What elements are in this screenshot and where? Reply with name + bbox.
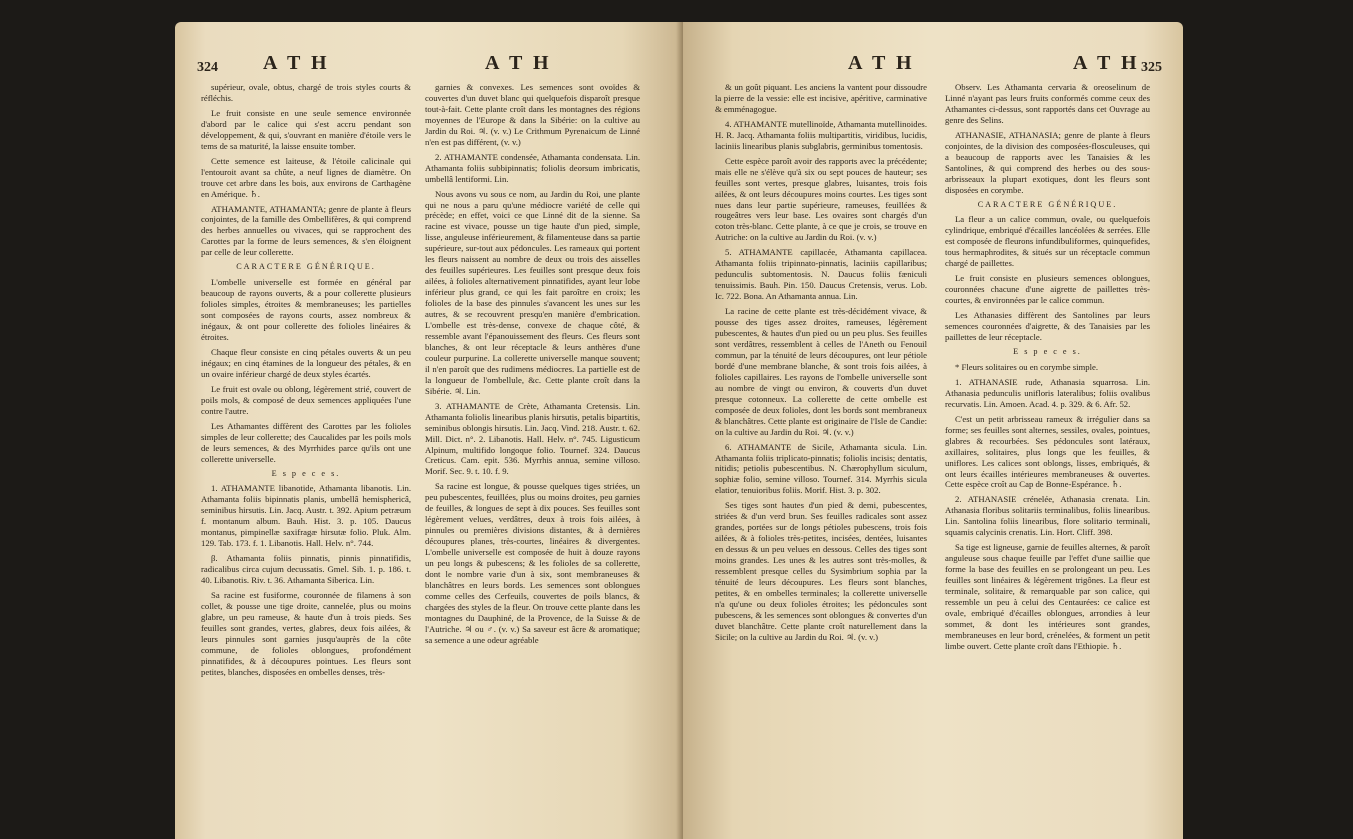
paragraph: Le fruit consiste en une seule semence environnée d'abord par le calice qui s'est accru pendant son développement, & qui, s'ouvrant en manière d'étoile vers le tems de sa maturité, la laisse ensuite tomber. <box>201 107 411 151</box>
running-header: A T H <box>485 52 552 74</box>
paragraph: supérieur, ovale, obtus, chargé de trois styles courts & réfléchis. <box>201 82 411 103</box>
text-column-right <box>945 82 1150 656</box>
paragraph: Cette semence est laiteuse, & l'étoile calicinale qui l'entouroit avant sa chûte, a neuf lignes de diamètre. On trouve cet arbre dans les bois, aux environs de Carthagène en Amérique. ♄. <box>201 155 411 199</box>
paragraph: Chaque fleur consiste en cinq pétales ouverts & un peu inégaux; en cinq étamines de la longueur des pétales, & en un ovaire inférieur chargé de deux styles écartés. <box>201 346 411 379</box>
paragraph: Les Athanasies diffèrent des Santolines par leurs semences couronnées d'aigrette, & des Tanaisies par les paillettes de leur réceptacle. <box>945 310 1150 343</box>
paragraph: ATHANASIE, ATHANASIA; genre de plante à fleurs conjointes, de la division des composées-flosculeuses, qui a beaucoup de rapports avec les Tanaisies & les Santolines, & qui comprend des herbes ou des sous-arbrisseaux la plupart exotiques, dont les fleurs sont disposées en corymbe. <box>945 129 1150 195</box>
paragraph: 2. ATHANASIE crénelée, Athanasia crenata. Lin. Athanasia floribus solitariis terminalibus, foliis linearibus. Lin. Santolina foliis linearibus, flore solitario terminali, squamis calycinis crenatis. Lin. Hort. Cliff. 398. <box>945 494 1150 538</box>
paragraph: 1. ATHAMANTE libanotide, Athamanta libanotis. Lin. Athamanta foliis bipinnatis planis, umbellâ hemisphericâ, seminibus hirsutis. Lin. Jacq. Austr. t. 392. Apium petræum f. montanum album. Bauh. Hist. 3. p. 105. Daucus montanus, pimpinellæ saxifragæ hirsutæ folio. Pluk. Alm. 129. Tab. 173. f. 1. Libanotis. Hall. Helv. n°. 744. <box>201 483 411 549</box>
paragraph: 4. ATHAMANTE mutellinoïde, Athamanta mutellinoides. H. R. Jacq. Athamanta foliis multipartitis, viridibus, lucidis, laciniis linearibus planis subglabris, germinibus tomentosis. <box>715 118 927 151</box>
text-column-right <box>425 82 640 650</box>
paragraph: L'ombelle universelle est formée en général par beaucoup de rayons ouverts, & a pour collerette plusieurs folioles simples, étroites & membraneuses; les partielles sont composées de rayons courts, assez nombreux & inégaux, & ont pour collerette des folioles linéaires & étroites. <box>201 277 411 343</box>
running-header: A T H <box>263 52 330 74</box>
text-column-left <box>201 82 411 682</box>
paragraph: La fleur a un calice commun, ovale, ou quelquefois cylindrique, embriqué d'écailles lancéolées & serrées. Elle est composée de fleurons infundibuliformes, quinquefides, tous hermaphrodites, & situés sur un réceptacle commun chargé de paillettes. <box>945 214 1150 269</box>
paragraph: Sa racine est longue, & pousse quelques tiges striées, un peu pubescentes, feuillées, plus ou moins droites, peu garnies de feuilles, & longues de sept à dix pouces. Ses feuilles sont légèrement velues, verdâtres, deux à trois fois ailées, à pinnules ou premières divisions distantes, & à dernières découpures planes, très-courtes, linéaires & divergentes. L'ombelle universelle est composée de huit à douze rayons un peu longs & pubescens; & les folioles de sa collerette, dont le nombre varie d'un à six, sont membraneuses & blanchâtres en leurs bords. Les semences sont oblongues comme celles des Cerfeuils, couvertes de poils blancs, & chargées des styles de la fleur. On trouve cette plante dans les montagnes du Dauphiné, de la Provence, de la Suisse & de l'Autriche. ♃ ou ♂. (v. v.) Sa saveur est âcre & aromatique; sa semence a une odeur agréable <box>425 481 640 645</box>
text-column-left <box>715 82 927 647</box>
paragraph: Le fruit est ovale ou oblong, légèrement strié, couvert de poils mols, & composé de deux semences appliquées l'une contre l'autre. <box>201 383 411 416</box>
paragraph: & un goût piquant. Les anciens la vantent pour dissoudre la pierre de la vessie: elle est incisive, apéritive, carminative & emménagogue. <box>715 82 927 114</box>
paragraph: Ses tiges sont hautes d'un pied & demi, pubescentes, striées & d'un verd brun. Ses feuilles radicales sont assez grandes, portées sur de longs pétioles pubescens, trois fois ailées, & à folioles très-petites, incisées, dentées, luisantes en dessus & un peu velues en dessous. Celles des tiges sont moins grandes. Les unes & les autres sont très-molles, & ressemblent presque celles du Sysimbrium sophia par la ténuité de leurs découpures. Les fleurs sont blanches, petites, & en ombelles terminales; la collerette universelle n'a qu'une ou deux folioles étroites; les pédoncules sont pubescens, & les semences sont oblongues & convertes d'un duvet blanchâtre. Cette plante croît naturellement dans la Sicile; on la cultive au Jardin du Roi. ♃. (v. v.) <box>715 500 927 642</box>
running-header: A T H <box>848 52 915 74</box>
paragraph: Sa racine est fusiforme, couronnée de filamens à son collet, & pousse une tige droite, cannelée, plus ou moins glabre, un peu rameuse, & haute d'un à trois pieds. Ses feuilles sont grandes, vertes, glabres, deux fois ailées, & leurs pinnules sont garnies jusqu'auprès de la côte commune, de folioles oblongues, profondément pinnatifides, & à découpures pointues. Les fleurs sont petites, blanches, disposées en ombelles denses, très- <box>201 590 411 677</box>
paragraph: Cette espèce paroît avoir des rapports avec la précédente; mais elle ne s'élève qu'à six ou sept pouces de hauteur; ses feuilles sont vertes, presque glabres, luisantes, trois fois ailées, & ont leurs découpures moins courtes. Les tiges sont nues dans leur partie supérieure, rameuses, feuillées & rougeâtres vers leur base. Les ovaires sont chargés d'un coton très-blanc. Cette plante, à ce que je crois, se trouve en Autriche: on la cultive au Jardin du Roi. (v. v.) <box>715 155 927 243</box>
paragraph: 6. ATHAMANTE de Sicile, Athamanta sicula. Lin. Athamanta foliis triplicato-pinnatis; foliolis incisis; dentatis, nitidis; petiolis pubescentibus. N. Chærophyllum siculum, sophiæ folio, semine villoso. Tournef. 314. Myrrhis sicula elatior, tenuioribus foliis. Morif. Hist. 3. p. 302. <box>715 441 927 496</box>
left-page <box>175 22 683 839</box>
paragraph: 3. ATHAMANTE de Crète, Athamanta Cretensis. Lin. Athamanta foliolis linearibus planis hirsutis, petalis bipartitis, seminibus oblongis hirsutis. Lin. Jacq. Vind. 218. Austr. t. 62. Mill. Dict. n°. 2. Libanotis. Hall. Helv. n°. 745. Ligusticum Alpinum, multifido longoque folio. Tournef. 324. Daucus Creticus. Cam. epit. 536. Myrrhis annua, semine villoso. Morif. Sec. 9. t. 10. f. 9. <box>425 400 640 477</box>
paragraph: CARACTERE GÉNÉRIQUE. <box>977 199 1118 209</box>
paragraph: E s p e c e s. <box>271 468 341 478</box>
paragraph: * Fleurs solitaires ou en corymbe simple. <box>955 361 1099 372</box>
paragraph: E s p e c e s. <box>1013 346 1082 356</box>
paragraph: La racine de cette plante est très-décidément vivace, & pousse des tiges assez droites, rameuses, légèrement pubescentes, & hautes d'un pied ou un peu plus. Ses feuilles sont verdâtres, ressemblent à celles de l'Aneth ou Fenouil commun, par la ténuité de leurs découpures, ont leur pétiole bordé d'une membrane blanche, & sont trois fois ailées, à folioles capillaires. Les rayons de l'ombelle universelle sont au nombre de vingt ou environ, & couverts d'un duvet presque cotonneux. La collerette de cette ombelle est composée de deux folioles, dont les bords sont membraneux & blanchâtres. Cette plante est originaire de l'Isle de Candie: on la cultive au Jardin du Roi. ♃. (v. v.) <box>715 306 927 437</box>
paragraph: Le fruit consiste en plusieurs semences oblongues, couronnées chacune d'une aigrette de paillettes très-courtes, & environnées par le calice commun. <box>945 273 1150 306</box>
right-page <box>683 22 1183 839</box>
paragraph: 1. ATHANASIE rude, Athanasia squarrosa. Lin. Athanasia pedunculis unifloris lateralibus; foliis ovalibus recurvatis. Lin. Amoen. Acad. 4. p. 329. & 6. Afr. 52. <box>945 376 1150 409</box>
page-number: 324 <box>197 60 218 75</box>
paragraph: Nous avons vu sous ce nom, au Jardin du Roi, une plante qui ne nous a paru qu'une médiocre variété de celle qui précède; en effet, voici ce que Linné dit de la sienne. Sa racine est vivace, pousse un tige haute d'un pied, simple, lisse, anguleuse inférieurement, & filamenteuse dans sa partie supérieure, sur-tout aux pédoncules. Les rameaux qui portent les fleurs naissent au nombre de deux ou trois des aisselles des feuilles supérieures. Les feuilles sont presque deux fois ailées, à folioles alternativement pinnatifides, ayant leur lobe inférieur plus grand, ce qui les fait paroître en croix; les folioles de la base des pinnules s'avancent les unes sur les autres, & se recouvrent presqu'en manière d'embrication. L'ombelle est très-dense, convexe de chaque côté, & ressemble avant l'épanouissement des fleurs. Ces fleurs sont blanches, & ont leur réceptacle & leurs anthères d'une couleur purpurine. La collerette universelle manque souvent; il n'en paroît que des rudimens médiocres. La partielle est de la longueur de l'ombellule, &c. Cette plante croît dans la Sibérie. ♃. Lin. <box>425 188 640 396</box>
paragraph: CARACTERE GÉNÉRIQUE. <box>236 262 376 272</box>
running-header: A T H <box>1073 52 1140 74</box>
paragraph: garnies & convexes. Les semences sont ovoïdes & couvertes d'un duvet blanc qui quelquefois disparoît presque tout-à-fait. Cette plante croît dans les montagnes des régions moyennes de l'Europe & dans la Sibérie: on la cultive au Jardin du Roi. ♃. (v. v.) Le Crithmum Pyrenaicum de Linné n'en est pas différent, (v. v.) <box>425 82 640 147</box>
paragraph: 2. ATHAMANTE condensée, Athamanta condensata. Lin. Athamanta foliis subbipinnatis; foliolis deorsum imbricatis, umbellâ lentiformi. Lin. <box>425 151 640 184</box>
paragraph: 5. ATHAMANTE capillacée, Athamanta capillacea. Athamanta foliis tripinnato-pinnatis, laciniis capillaribus; pedunculis subtomentosis. N. Daucus foliis fæniculi tenuissimis. Bauh. Pin. 150. Daucus Cretensis, verus. Lob. Ic. 722. Bona. An Athamanta annua. Lin. <box>715 247 927 302</box>
page-number: 325 <box>1141 60 1162 75</box>
paragraph: Les Athamantes diffèrent des Carottes par les folioles simples de leur collerette; des Caucalides par les poils mols de leurs semences, & des Myrrhides parce qu'ils ont une collerette universelle. <box>201 420 411 464</box>
paragraph: Observ. Les Athamanta cervaria & oreoselinum de Linné n'ayant pas leurs fruits conformés comme ceux des Athamantes ci-dessus, sont rapportés dans cet Ouvrage au genre des Selins. <box>945 82 1150 125</box>
paragraph: C'est un petit arbrisseau rameux & irrégulier dans sa forme; ses feuilles sont alternes, sessiles, ovales, pointues, glabres & recourbées. Ses pédoncules sont latéraux, axillaires, solitaires, plus longs que les feuilles, & uniflores. Les calices sont oblongs, lisses, embriqués, & ont leurs écailles intérieures membraneuses & ouvertes. Cette espèce croît au Cap de Bonne-Espérance. ♄. <box>945 413 1150 490</box>
paragraph: ATHAMANTE, ATHAMANTA; genre de plante à fleurs conjointes, de la famille des Ombellifères, & qui comprend des herbes annuelles ou vivaces, qui se rapprochent des Carottes par la forme de leurs semences, & s'en éloignent par celle de leur collerette. <box>201 203 411 258</box>
paragraph: Sa tige est ligneuse, garnie de feuilles alternes, & paroît anguleuse sous chaque feuille par l'effet d'une saillie que forme la base des feuilles en se prolongeant un peu. Les feuilles sont linéaires & légèrement trigônes. La fleur est terminale, solitaire, & remarquable par son calice, qui ressemble un peu à celui des Centaurées: ce calice est ovale, embriqué d'écailles oblongues, arrondies à leur sommet, & dont les intérieures sont grandes, membraneuses en leur bord, crénelées, & forment un petit limbe ouvert. Cette plante croît dans l'Ethiopie. ♄. <box>945 542 1150 651</box>
paragraph: β. Athamanta foliis pinnatis, pinnis pinnatifidis, radicalibus circa cujum decussatis. Gmel. Sib. 1. p. 186. t. 40. Libanotis. Riv. t. 36. Athamanta Siberica. Lin. <box>201 553 411 586</box>
